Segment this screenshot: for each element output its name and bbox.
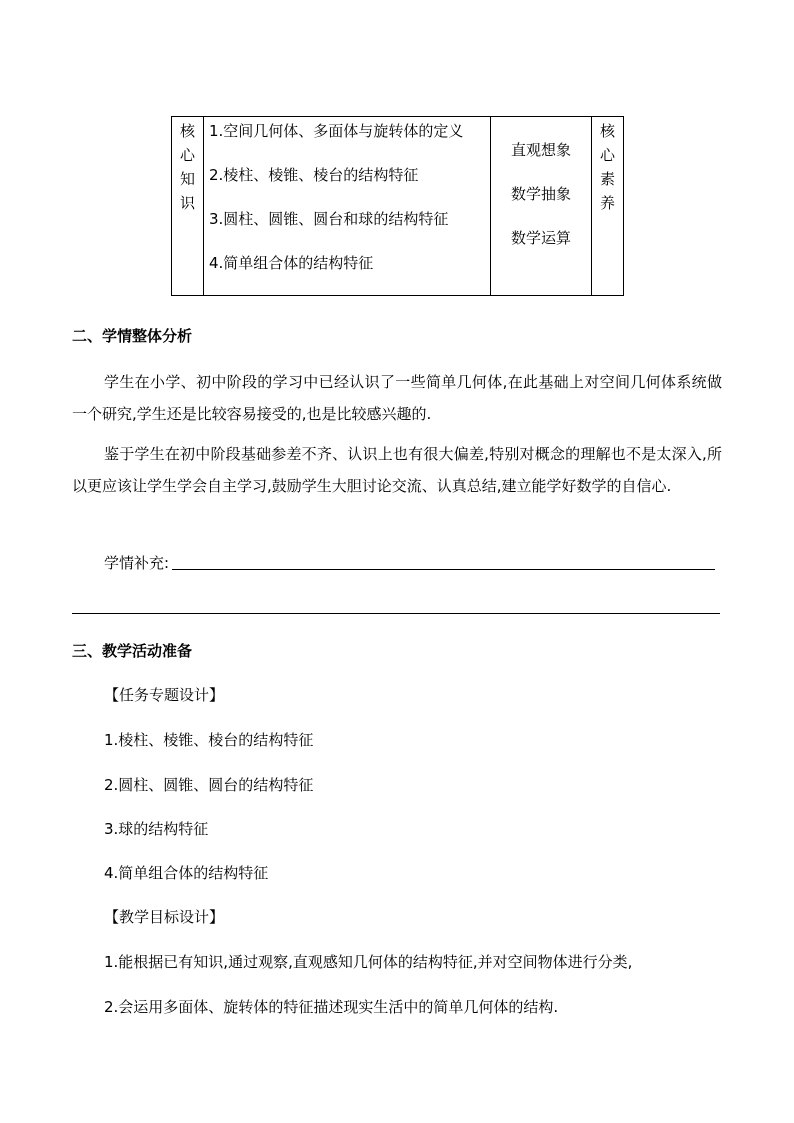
competency-item: 直观想象 <box>510 141 571 159</box>
core-literacy-label-char: 养 <box>599 194 615 212</box>
core-literacy-label-char: 素 <box>599 170 615 188</box>
core-knowledge-label-char: 知 <box>179 170 195 188</box>
core-literacy-label-char: 核 <box>599 122 615 140</box>
task-item: 3.球的结构特征 <box>104 820 209 838</box>
goal-item: 1.能根据已有知识,通过观察,直观感知几何体的结构特征,并对空间物体进行分类, <box>104 953 633 971</box>
competency-item: 数学运算 <box>510 229 571 247</box>
core-knowledge-label-char: 心 <box>179 146 195 164</box>
supplement-fill-line <box>172 569 715 570</box>
task-item: 1.棱柱、棱锥、棱台的结构特征 <box>104 731 314 749</box>
core-knowledge-label-cell <box>172 117 204 296</box>
supplement-label: 学情补充: <box>104 554 170 572</box>
task-item: 2.圆柱、圆锥、圆台的结构特征 <box>104 776 314 794</box>
goal-item: 2.会运用多面体、旋转体的特征描述现实生活中的简单几何体的结构. <box>104 998 559 1016</box>
core-literacy-label-char: 心 <box>599 146 615 164</box>
goal-design-title: 【教学目标设计】 <box>104 908 225 926</box>
core-knowledge-table <box>171 116 624 296</box>
learning-analysis-paragraph-1: 学生在小学、初中阶段的学习中已经认识了一些简单几何体,在此基础上对空间几何体系统做一个研究,学生还是比较容易接受的,也是比较感兴趣的. <box>72 373 722 423</box>
knowledge-item: 4.简单组合体的结构特征 <box>209 254 374 272</box>
competencies-cell <box>491 117 592 296</box>
task-design-title: 【任务专题设计】 <box>104 686 225 704</box>
core-literacy-label-cell <box>592 117 624 296</box>
learning-analysis-paragraph-2: 鉴于学生在初中阶段基础参差不齐、认识上也有很大偏差,特别对概念的理解也不是太深入,所以更应该让学生学会自主学习,鼓励学生大胆讨论交流、认真总结,建立能学好数学的自信心. <box>72 445 722 495</box>
core-knowledge-label-char: 识 <box>179 194 195 212</box>
task-item: 4.简单组合体的结构特征 <box>104 864 269 882</box>
knowledge-item: 2.棱柱、棱锥、棱台的结构特征 <box>209 166 419 184</box>
section-heading-learning-analysis: 二、学情整体分析 <box>72 327 193 345</box>
core-knowledge-label-char: 核 <box>179 122 195 140</box>
section-heading-activity-prep: 三、教学活动准备 <box>72 642 193 660</box>
supplement-fill-line-2 <box>72 613 720 614</box>
knowledge-item: 1.空间几何体、多面体与旋转体的定义 <box>209 122 464 140</box>
competency-item: 数学抽象 <box>510 185 571 203</box>
knowledge-items-cell <box>204 117 491 296</box>
knowledge-item: 3.圆柱、圆锥、圆台和球的结构特征 <box>209 210 449 228</box>
